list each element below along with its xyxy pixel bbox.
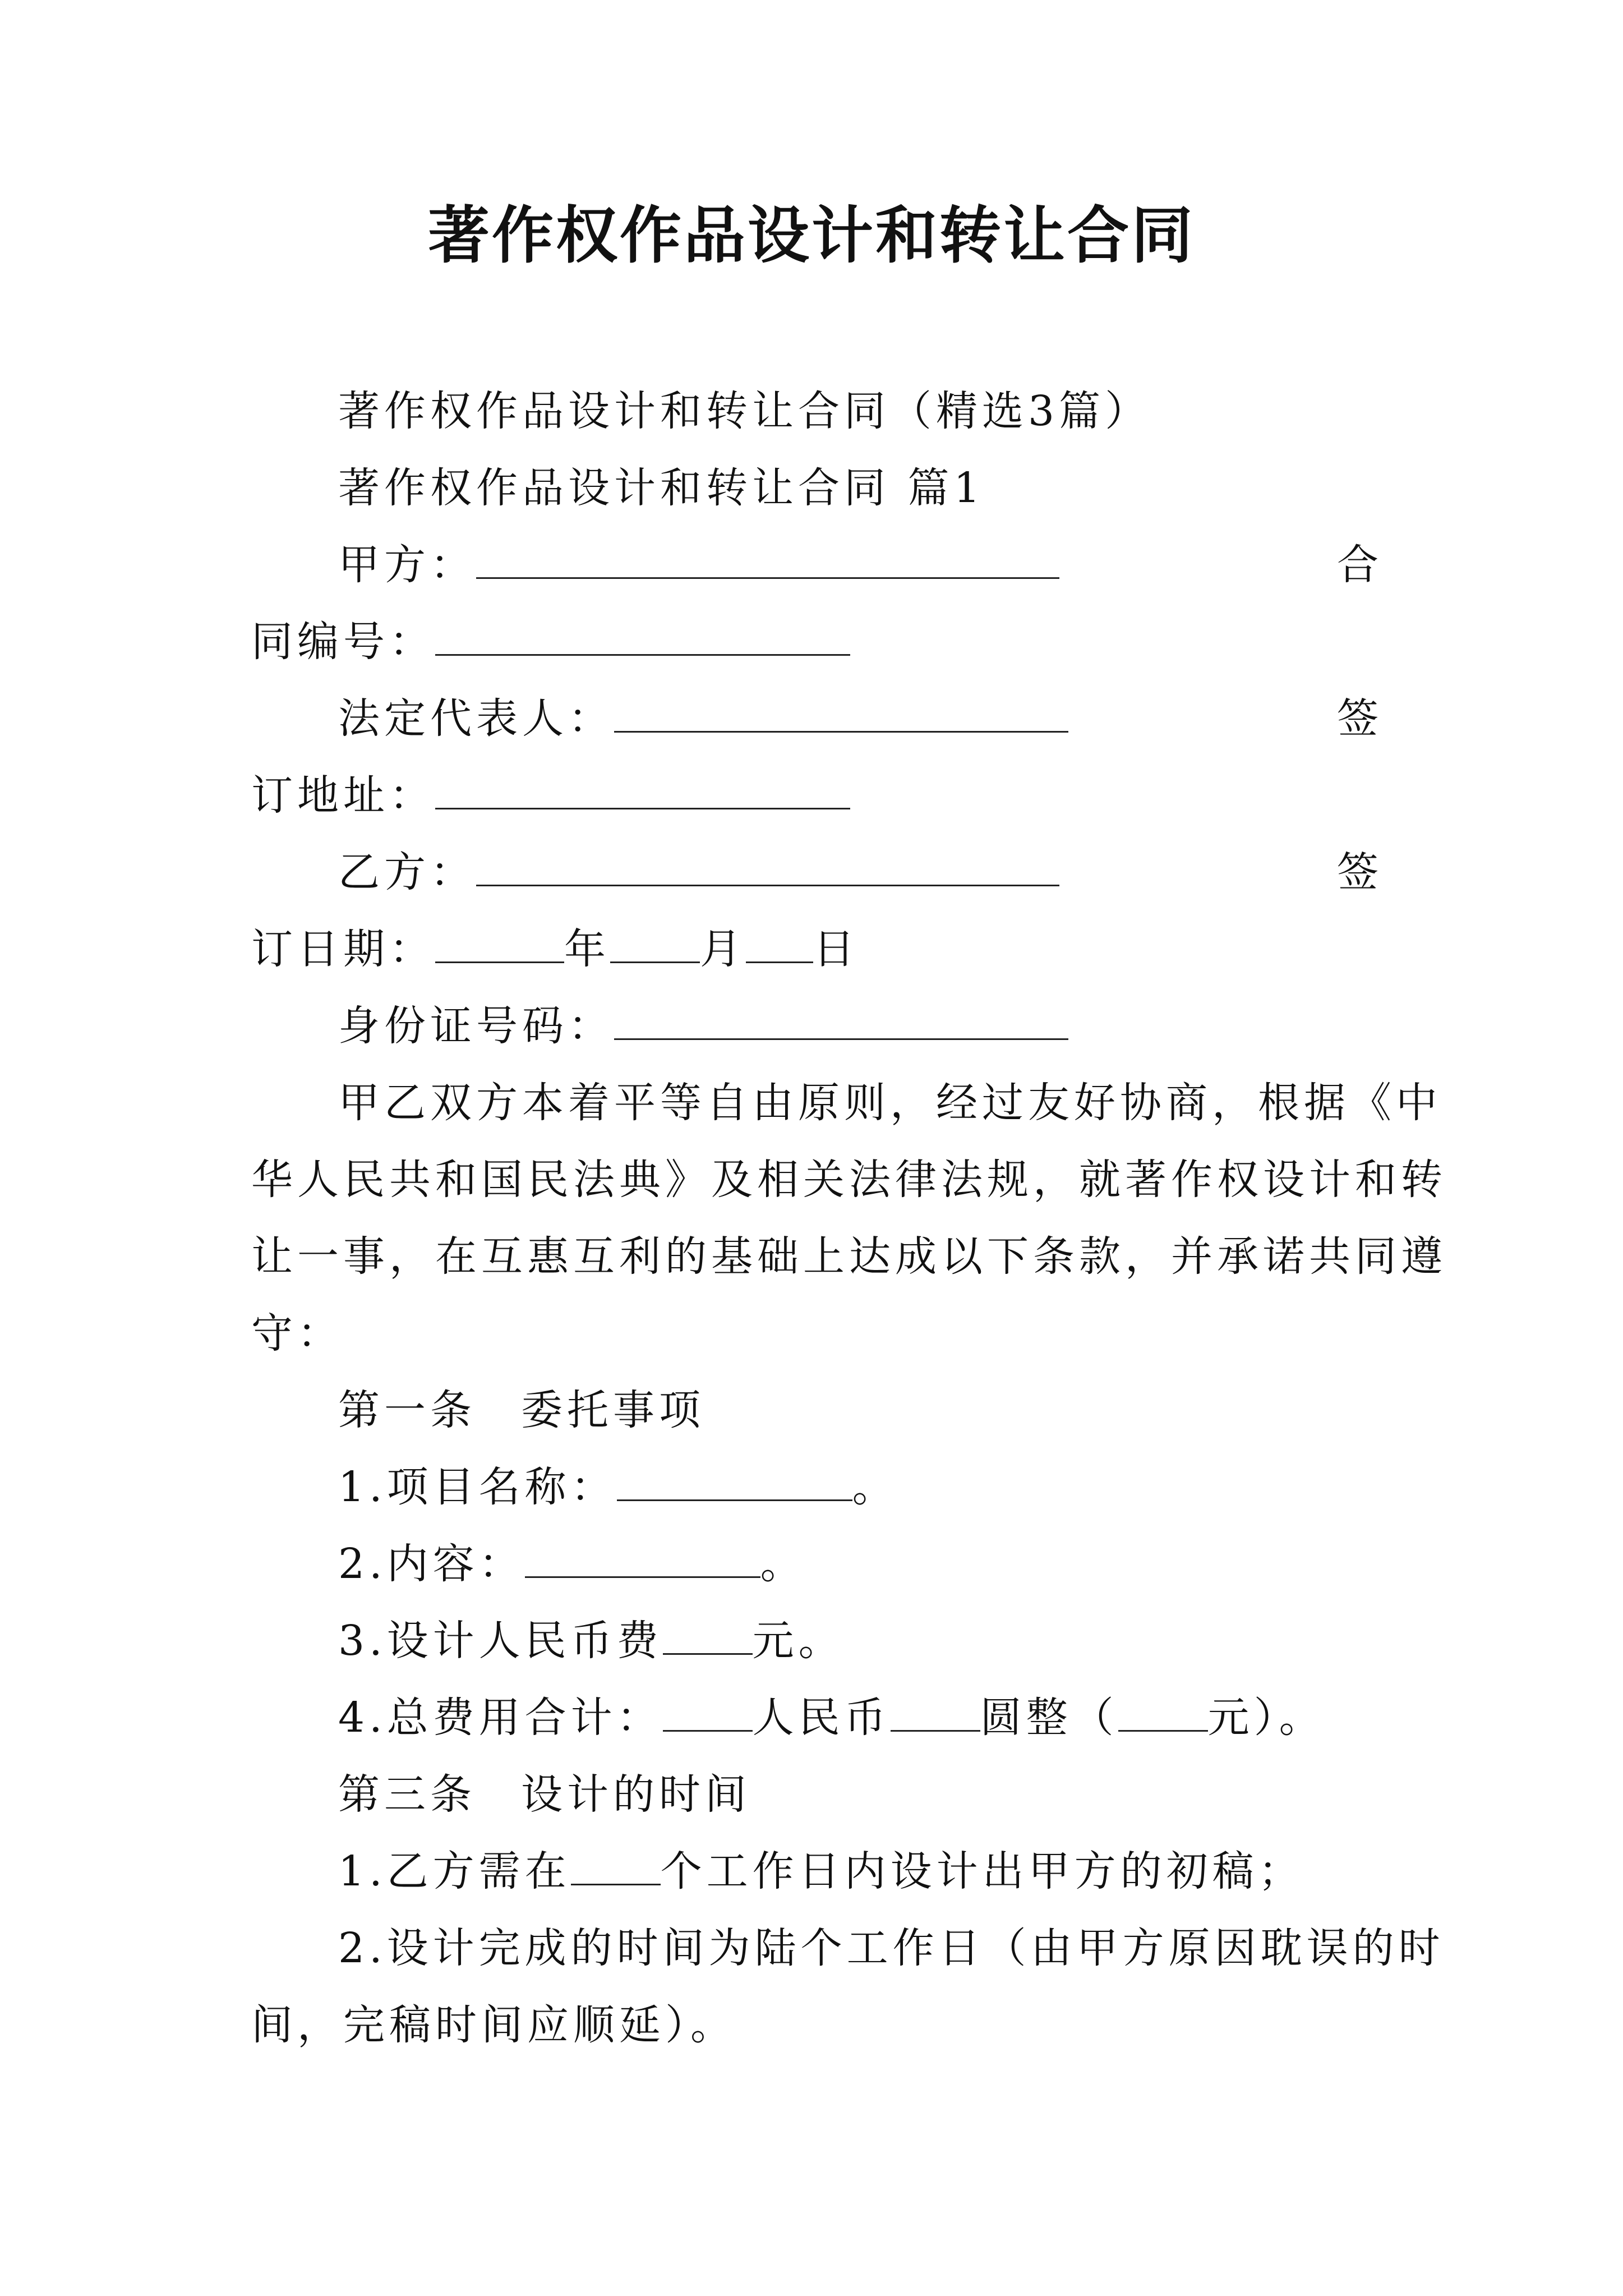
project-name-blank[interactable]: [617, 1465, 852, 1501]
month-label: 月: [700, 925, 746, 973]
intro-line-2: 华人民共和国民法典》及相关法律法规，就著作权设计和转: [251, 1156, 1447, 1204]
sign-place-blank[interactable]: [435, 773, 850, 809]
part-heading-text: 著作权作品设计和转让合同 篇1: [338, 464, 985, 512]
contract-no-char: 合: [1337, 541, 1383, 589]
article1-item2: [251, 1526, 1383, 1603]
article1-item4: [251, 1680, 1383, 1756]
legal-rep-blank[interactable]: [614, 696, 1068, 733]
legal-rep-line: [251, 680, 1383, 757]
article3-item2-line1: 2.设计完成的时间为陆个工作日（由甲方原因耽误的时: [338, 1924, 1445, 1972]
subtitle: [251, 373, 1383, 450]
article1-title: 委托事项: [521, 1386, 705, 1434]
contract-no-line: [251, 604, 1383, 680]
article1-item1-label: 1.项目名称：: [338, 1463, 617, 1511]
id-blank[interactable]: [614, 1004, 1068, 1040]
article1-item1-end: 。: [852, 1463, 898, 1511]
id-line: [251, 988, 1383, 1065]
article1-item2-label: 2.内容：: [338, 1540, 525, 1588]
article3-item1-end: 个工作日内设计出甲方的初稿；: [660, 1847, 1304, 1895]
workdays-blank[interactable]: [571, 1849, 661, 1885]
article3-item2-line2: 间，完稿时间应顺延）。: [251, 2001, 736, 2049]
article1-item4-end: 元）。: [1207, 1694, 1325, 1742]
sign-date-label: 订日期：: [251, 925, 435, 973]
month-blank[interactable]: [610, 927, 700, 963]
article1-item3: [251, 1603, 1383, 1680]
intro-line-4: 守：: [251, 1309, 343, 1358]
day-blank[interactable]: [746, 927, 813, 963]
document-title: 著作权作品设计和转让合同: [428, 199, 1195, 272]
article1-item3-end: 元。: [752, 1617, 845, 1665]
article3-heading: [251, 1756, 1383, 1833]
intro-line-1: 甲乙双方本着平等自由原则，经过友好协商，根据《中: [338, 1079, 1442, 1127]
contract-no-blank[interactable]: [435, 619, 850, 656]
article1-item4-label: 4.总费用合计：: [338, 1694, 663, 1742]
sign-place-line: [251, 757, 1383, 834]
party-b-line: [251, 834, 1383, 911]
party-b-blank[interactable]: [476, 850, 1059, 886]
contract-no-label: 同编号：: [251, 618, 435, 666]
sign-place-label: 订地址：: [251, 771, 435, 820]
design-fee-blank[interactable]: [663, 1618, 753, 1655]
subtitle-text: 著作权作品设计和转让合同（精选3篇）: [338, 387, 1151, 435]
party-b-label: 乙方：: [338, 848, 476, 896]
party-a-blank[interactable]: [476, 542, 1059, 579]
article1-item2-end: 。: [760, 1540, 806, 1588]
article3-item1: [251, 1833, 1383, 1910]
id-label: 身份证号码：: [338, 1002, 614, 1050]
total-fee-blank[interactable]: [663, 1695, 753, 1732]
sign-date-char: 签: [1337, 848, 1383, 896]
part-heading: [251, 450, 1383, 527]
article1-item4-mid2: 圆整（: [980, 1694, 1118, 1742]
content-blank[interactable]: [525, 1542, 760, 1578]
total-rmb-blank[interactable]: [891, 1695, 980, 1732]
intro-line-3: 让一事，在互惠互利的基础上达成以下条款，并承诺共同遵: [251, 1232, 1447, 1281]
sign-date-line: [251, 911, 1383, 988]
article3-num: 第三条: [338, 1770, 476, 1819]
article1-item4-mid1: 人民币: [752, 1694, 891, 1742]
article1-item1: [251, 1449, 1383, 1526]
article1-item3-label: 3.设计人民币费: [338, 1617, 663, 1665]
article3-title: 设计的时间: [521, 1770, 751, 1819]
legal-rep-label: 法定代表人：: [338, 694, 614, 743]
article1-heading: [251, 1372, 1383, 1449]
party-a-line: [251, 527, 1383, 604]
year-blank[interactable]: [435, 927, 564, 963]
total-yuan-blank[interactable]: [1118, 1695, 1208, 1732]
article3-item1-label: 1.乙方需在: [338, 1847, 571, 1895]
sign-place-char: 签: [1337, 694, 1383, 743]
day-label: 日: [813, 925, 859, 973]
year-label: 年: [564, 925, 610, 973]
article1-num: 第一条: [338, 1386, 476, 1434]
party-a-label: 甲方：: [338, 541, 476, 589]
document-body: [251, 373, 1447, 2064]
